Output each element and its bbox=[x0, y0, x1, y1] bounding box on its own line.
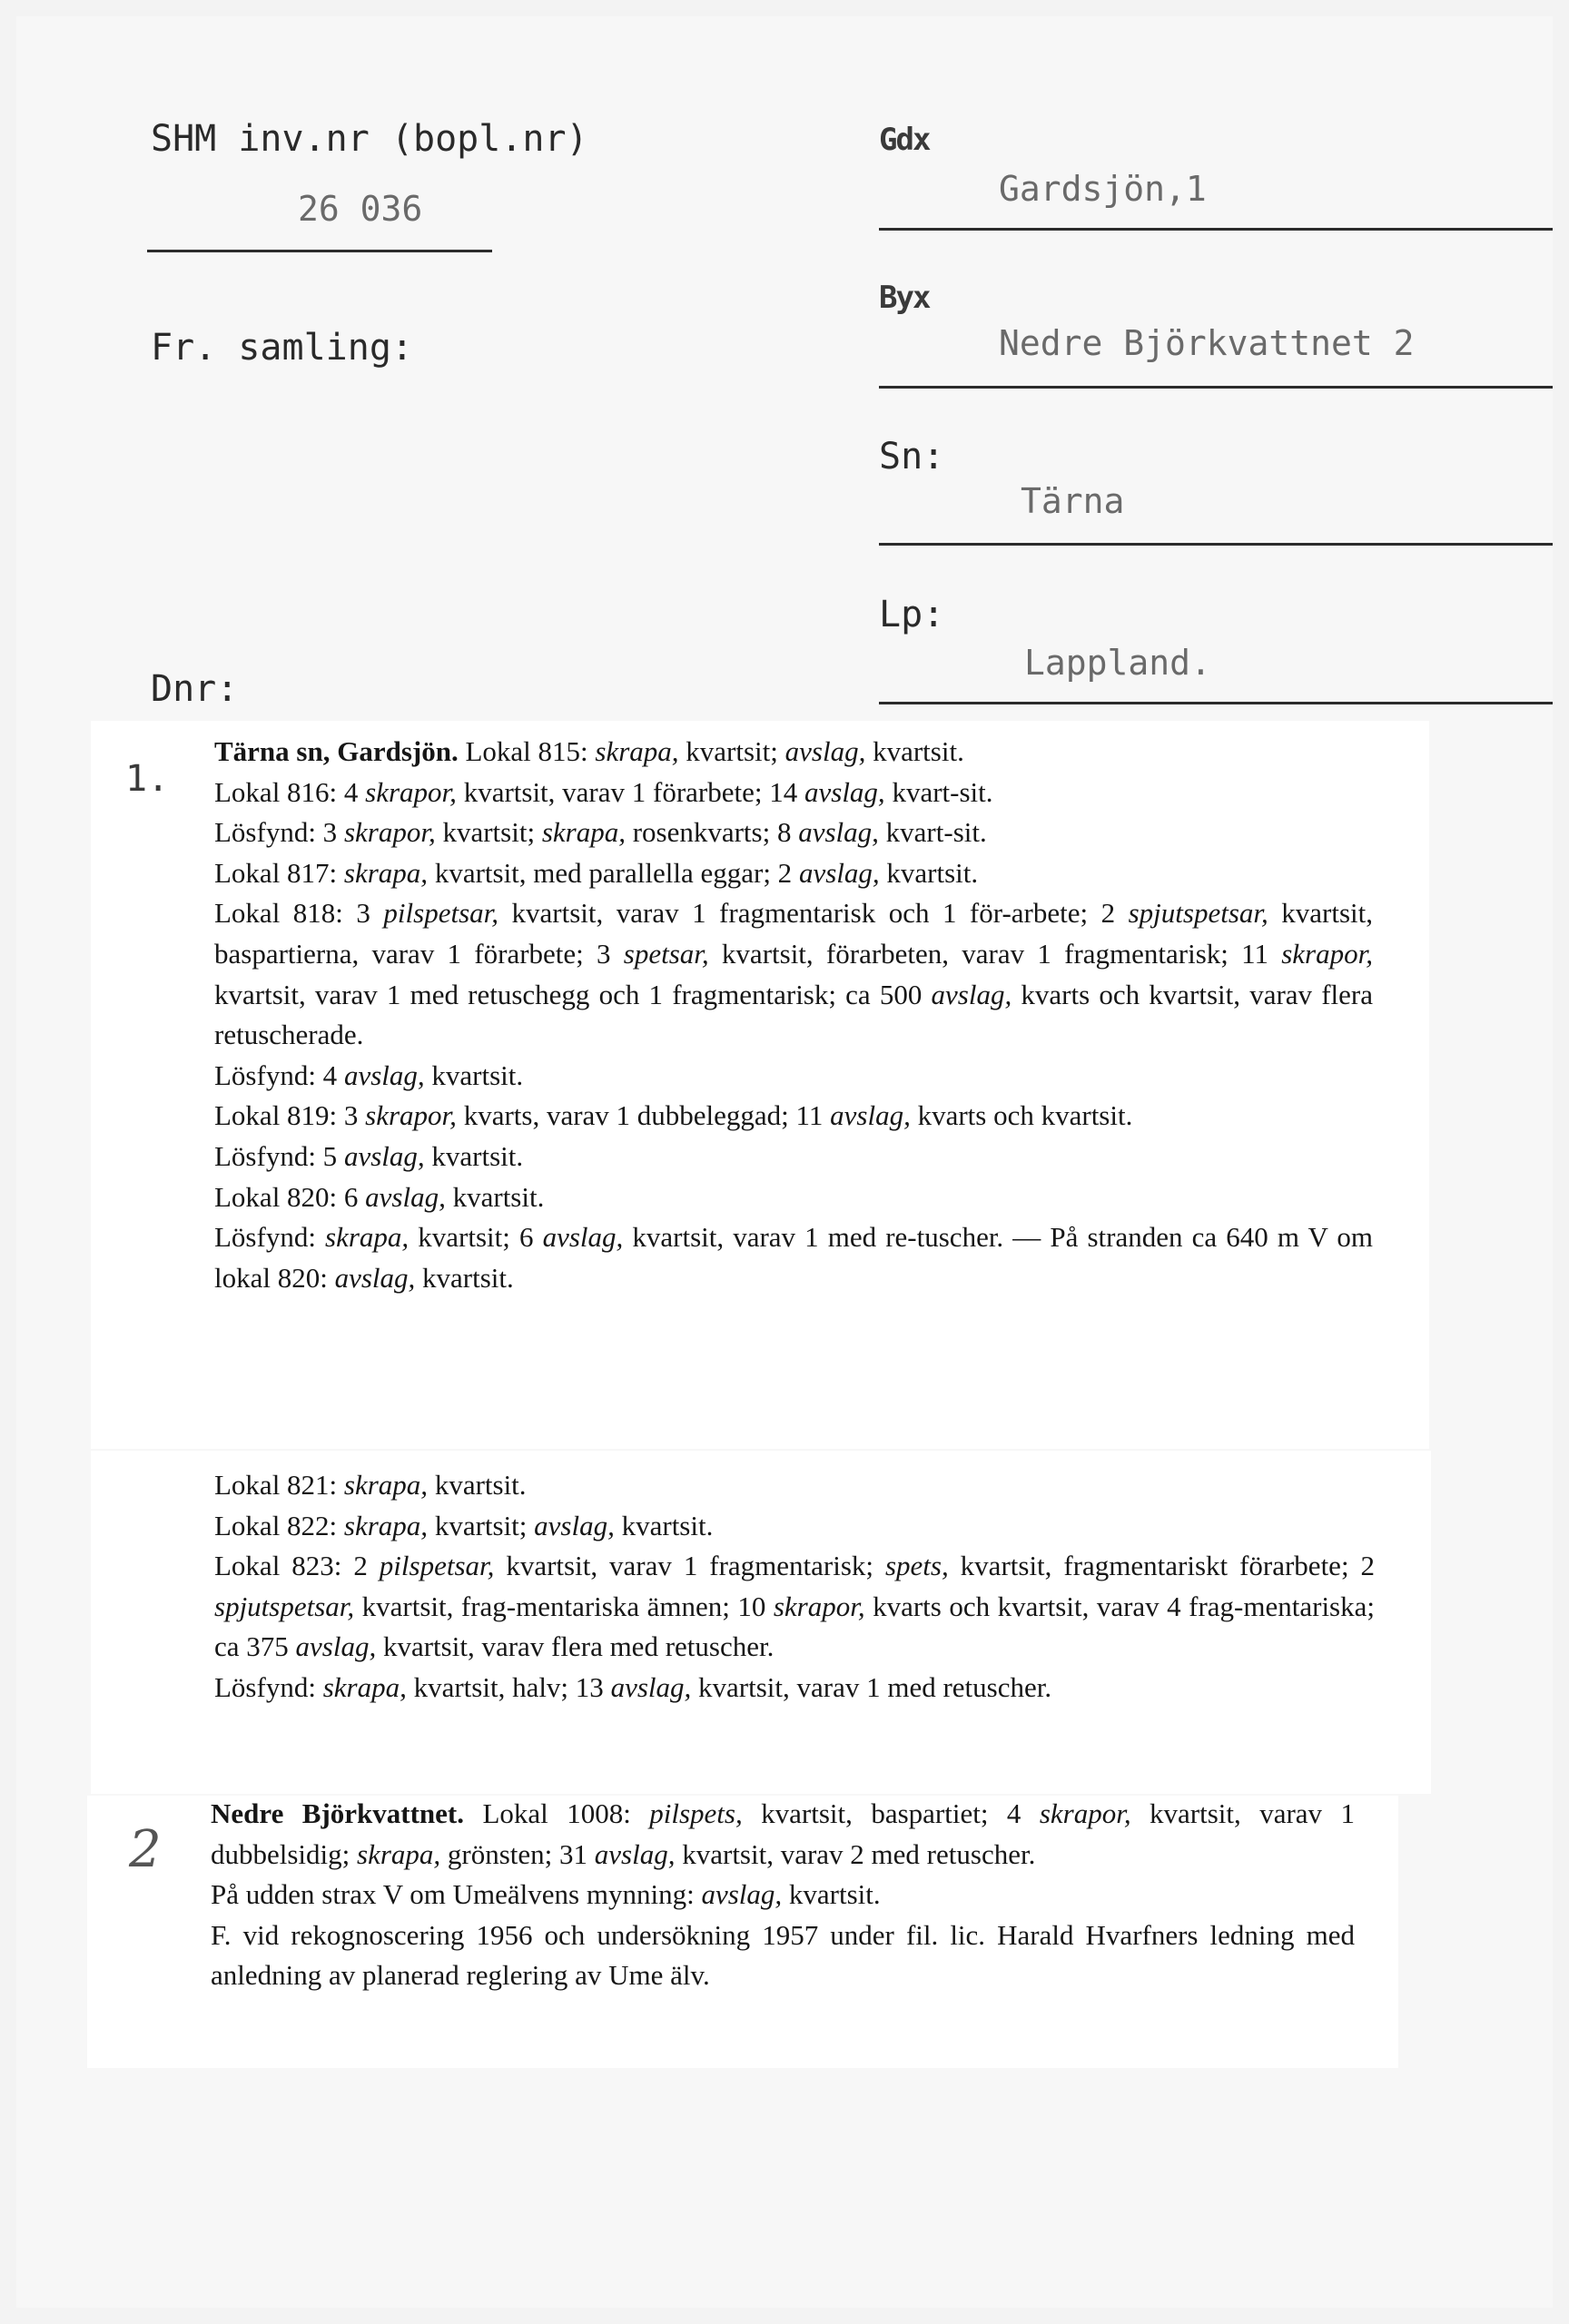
text-run: kvartsit, varav 1 fragmentarisk och 1 för-arbete; 2 bbox=[498, 897, 1129, 930]
find-type: avslag, bbox=[798, 816, 879, 849]
find-type: avslag, bbox=[610, 1670, 692, 1703]
find-type: skrapor, bbox=[365, 775, 457, 808]
text-run: Lokal 816: 4 bbox=[214, 775, 366, 808]
text-run: Lokal 818: 3 bbox=[214, 897, 384, 930]
pasted-slip-2 bbox=[91, 1451, 1431, 1794]
find-type: skrapor, bbox=[1281, 937, 1373, 970]
slip-paragraph bbox=[214, 853, 1373, 894]
find-type: skrapor, bbox=[365, 1099, 457, 1132]
slip-paragraph bbox=[214, 1056, 1373, 1097]
text-run: kvarts och kvartsit, varav flera retuscherade. bbox=[214, 978, 1373, 1051]
text-run: F. vid rekognoscering 1956 och undersökning 1957 under fil. lic. Harald Hvarfners ledning med anledning av planerad reglering av Ume älv. bbox=[211, 1918, 1355, 1992]
text-run: kvart-sit. bbox=[884, 775, 993, 808]
text-run: kvartsit, varav 1 med retuschegg och 1 fragmentarisk; ca 500 bbox=[214, 978, 932, 1010]
slip-paragraph bbox=[214, 893, 1373, 1055]
find-type: skrapa, bbox=[595, 735, 679, 767]
slip-paragraph bbox=[214, 812, 1373, 853]
find-type: skrapor, bbox=[773, 1590, 865, 1622]
sn-underline bbox=[879, 543, 1553, 546]
slip-paragraph bbox=[214, 1668, 1375, 1709]
text-run: kvartsit. bbox=[445, 1180, 545, 1213]
text-run: Lokal 817: bbox=[214, 856, 344, 889]
find-type: skrapa, bbox=[357, 1837, 441, 1870]
text-run: kvartsit. bbox=[782, 1878, 881, 1911]
text-run: kvartsit; bbox=[428, 1509, 535, 1541]
slip-marker-1: 1. bbox=[125, 758, 170, 800]
text-run: kvartsit, varav 1 dubbelsidig; bbox=[211, 1797, 1355, 1870]
sn-label: Sn: bbox=[879, 436, 945, 478]
find-type: skrapa, bbox=[322, 1670, 407, 1703]
find-type: avslag, bbox=[594, 1837, 676, 1870]
find-type: skrapa, bbox=[343, 856, 429, 889]
inventory-number-label: SHM inv.nr (bopl.nr) bbox=[151, 118, 588, 160]
text-run: På udden strax V om Umeälvens mynning: bbox=[211, 1878, 702, 1911]
find-type: avslag, bbox=[534, 1509, 615, 1541]
dnr-label: Dnr: bbox=[151, 668, 239, 710]
by-underline bbox=[879, 386, 1553, 389]
text-run: Lokal 823: 2 bbox=[214, 1550, 380, 1582]
slip-paragraph bbox=[214, 1177, 1373, 1218]
text-run: kvartsit. bbox=[879, 856, 979, 889]
bold-heading: Nedre Björkvattnet. bbox=[211, 1797, 465, 1829]
text-run: Lokal 815: bbox=[458, 735, 596, 767]
find-type: pilspets, bbox=[649, 1797, 743, 1829]
inventory-number-value: 26 036 bbox=[298, 189, 423, 229]
find-type: avslag, bbox=[295, 1630, 377, 1663]
text-run: kvartsit, med parallella eggar; 2 bbox=[428, 856, 799, 889]
text-run: kvarts och kvartsit. bbox=[910, 1099, 1133, 1132]
text-run: Lokal 822: bbox=[214, 1509, 344, 1541]
text-run: Lösfynd: 5 bbox=[214, 1139, 344, 1172]
find-type: avslag, bbox=[798, 856, 880, 889]
lp-underline bbox=[879, 702, 1553, 704]
slip-1-text bbox=[214, 732, 1373, 1298]
text-run: kvarts, varav 1 dubbeleggad; 11 bbox=[456, 1099, 831, 1132]
slip-paragraph bbox=[214, 773, 1373, 813]
gard-label-struck: Gdx bbox=[879, 122, 930, 158]
find-type: spets, bbox=[884, 1550, 949, 1582]
fr-samling-label: Fr. samling: bbox=[151, 327, 413, 369]
by-label-struck: Byx bbox=[879, 280, 930, 316]
slip-paragraph bbox=[214, 1506, 1375, 1547]
text-run: kvartsit. bbox=[415, 1261, 514, 1294]
slip-marker-2: 2 bbox=[129, 1820, 162, 1879]
text-run: kvartsit, halv; 13 bbox=[406, 1670, 611, 1703]
text-run: kvartsit. bbox=[424, 1059, 524, 1091]
text-run: kvartsit. bbox=[865, 735, 964, 767]
text-run: kvartsit; 6 bbox=[409, 1221, 543, 1254]
text-run: kvartsit; bbox=[435, 816, 542, 849]
slip-paragraph bbox=[214, 1465, 1375, 1506]
text-run: rosenkvarts; 8 bbox=[625, 816, 799, 849]
find-type: skrapor, bbox=[343, 816, 436, 849]
slip-paragraph bbox=[211, 1875, 1355, 1915]
find-type: avslag, bbox=[804, 775, 885, 808]
find-type: avslag, bbox=[343, 1059, 425, 1091]
text-run: kvartsit, fragmentariskt förarbete; 2 bbox=[948, 1550, 1376, 1582]
text-run: kvartsit, baspartiet; 4 bbox=[742, 1797, 1040, 1829]
text-run: kvart-sit. bbox=[878, 816, 987, 849]
find-type: skrapa, bbox=[343, 1469, 429, 1501]
slip-paragraph bbox=[214, 1546, 1375, 1668]
text-run: kvartsit, varav 1 fragmentarisk; bbox=[494, 1550, 885, 1582]
lp-label: Lp: bbox=[879, 594, 945, 635]
text-run: kvartsit. bbox=[614, 1509, 714, 1541]
text-run: kvartsit; bbox=[678, 735, 785, 767]
text-run: Lokal 820: 6 bbox=[214, 1180, 366, 1213]
text-run: kvartsit, förarbeten, varav 1 fragmentarisk; 11 bbox=[708, 937, 1282, 970]
slip-3-text bbox=[211, 1794, 1355, 1996]
find-type: avslag, bbox=[334, 1261, 416, 1294]
find-type: skrapa, bbox=[325, 1221, 410, 1254]
bold-heading: Tärna sn, Gardsjön. bbox=[214, 735, 459, 767]
text-run: kvartsit, frag-mentariska ämnen; 10 bbox=[354, 1590, 774, 1622]
text-run: kvartsit, varav 2 med retuscher. bbox=[675, 1837, 1036, 1870]
find-type: skrapor, bbox=[1039, 1797, 1131, 1829]
text-run: kvartsit. bbox=[428, 1469, 527, 1501]
sn-value: Tärna bbox=[1021, 481, 1125, 521]
text-run: kvartsit, varav 1 med retuscher. bbox=[691, 1670, 1052, 1703]
text-run: kvartsit, baspartierna, varav 1 förarbete; 3 bbox=[214, 897, 1373, 970]
slip-paragraph bbox=[211, 1915, 1355, 1996]
text-run: Lokal 819: 3 bbox=[214, 1099, 366, 1132]
text-run: Lösfynd: 3 bbox=[214, 816, 344, 849]
find-type: spetsar, bbox=[623, 937, 709, 970]
catalogue-card bbox=[16, 16, 1553, 2308]
text-run: kvartsit, varav 1 förarbete; 14 bbox=[456, 775, 804, 808]
find-type: avslag, bbox=[343, 1139, 425, 1172]
text-run: kvartsit, varav flera med retuscher. bbox=[376, 1630, 775, 1663]
find-type: skrapa, bbox=[541, 816, 626, 849]
find-type: avslag, bbox=[784, 735, 866, 767]
find-type: pilspetsar, bbox=[383, 897, 499, 930]
find-type: spjutspetsar, bbox=[1128, 897, 1268, 930]
slip-2-text bbox=[214, 1465, 1375, 1709]
text-run: kvartsit. bbox=[424, 1139, 524, 1172]
find-type: avslag, bbox=[701, 1878, 783, 1911]
find-type: pilspetsar, bbox=[379, 1550, 495, 1582]
pasted-slip-1 bbox=[91, 721, 1429, 1449]
find-type: avslag, bbox=[931, 978, 1012, 1010]
gard-underline bbox=[879, 228, 1553, 231]
inventory-underline bbox=[147, 250, 492, 252]
find-type: spjutspetsar, bbox=[214, 1590, 355, 1622]
text-run: kvarts och kvartsit, varav 4 frag-mentariska; ca 375 bbox=[214, 1590, 1375, 1663]
slip-paragraph bbox=[214, 732, 1373, 773]
find-type: avslag, bbox=[365, 1180, 446, 1213]
text-run: Lösfynd: bbox=[214, 1221, 326, 1254]
slip-paragraph bbox=[211, 1794, 1355, 1875]
slip-paragraph bbox=[214, 1137, 1373, 1177]
text-run: Lösfynd: bbox=[214, 1670, 323, 1703]
text-run: Lokal 1008: bbox=[464, 1797, 650, 1829]
text-run: Lokal 821: bbox=[214, 1469, 344, 1501]
text-run: grönsten; 31 bbox=[440, 1837, 595, 1870]
text-run: kvartsit, varav 1 med re-tuscher. — På stranden ca 640 m V om lokal 820: bbox=[214, 1221, 1374, 1294]
find-type: avslag, bbox=[830, 1099, 911, 1132]
slip-paragraph bbox=[214, 1217, 1373, 1298]
find-type: skrapa, bbox=[343, 1509, 429, 1541]
slip-paragraph bbox=[214, 1096, 1373, 1137]
gard-value: Gardsjön,1 bbox=[999, 169, 1207, 209]
find-type: avslag, bbox=[542, 1221, 624, 1254]
text-run: Lösfynd: 4 bbox=[214, 1059, 344, 1091]
lp-value: Lappland. bbox=[1024, 643, 1211, 683]
pasted-slip-3 bbox=[87, 1796, 1398, 2068]
by-value: Nedre Björkvattnet 2 bbox=[999, 323, 1415, 363]
